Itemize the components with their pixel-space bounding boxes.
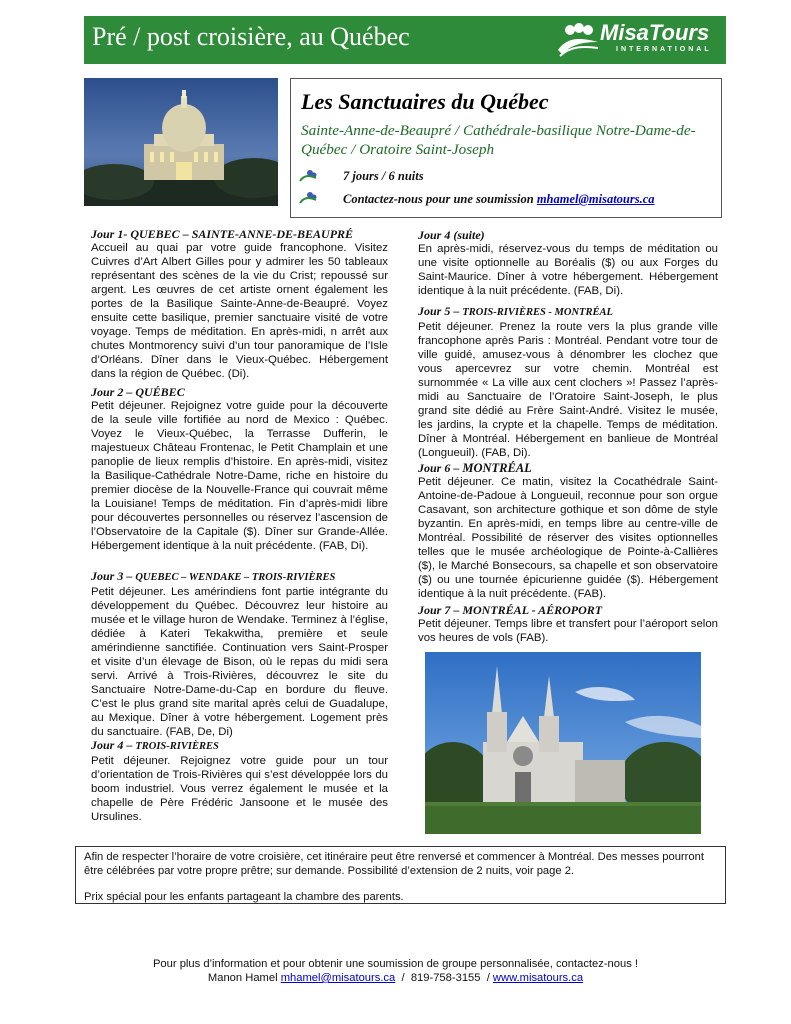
day-6-block: [418, 461, 718, 601]
contact-text: Contactez-nous pour une soumission: [343, 192, 534, 206]
day-4-block: [91, 738, 388, 824]
day-5-block: [418, 304, 718, 460]
day-5-text: Petit déjeuner. Prenez la route vers la plus grande ville francophone après Paris : Montréal. Pendant votre tour de ville guidé, amusez-vous à dénombrer les clochez que vous apercevrez sur votre chemin. Montréal est surnommée « La ville aux cent clochers »! Passez l’après-midi au Sanctuaire de l’Oratoire Saint-Joseph, le plus grand site dédié au Frère Saint-André. Visitez le musée, les jardins, la crypte et la chapelle. Temps de méditation. Dîner à Montréal. Hébergement en banlieue de Montréal (Longueuil). (FAB, Di).: [418, 321, 718, 459]
day-3-block: [91, 569, 388, 739]
title-box: [290, 78, 722, 218]
day-4-cont-text: En après-midi, réservez-vous du temps de méditation ou une visite optionnelle au Boréalis ($) ou aux Forges du Saint-Maurice. Dîner à votre hébergement. Hébergement identique à la nuit précédente. (FAB, Di).: [418, 243, 718, 297]
header-banner: [84, 16, 726, 64]
day-7-block: [418, 603, 718, 645]
footer: [0, 957, 791, 985]
contact-email-link[interactable]: mhamel@misatours.ca: [536, 192, 655, 206]
bullet-flower-icon: [299, 169, 317, 183]
day-3-text: Petit déjeuner. Les amérindiens font partie intégrante du développement du Québec. Découvrez leur histoire au musée et le village huron de Wendake. Terminez à l’église, dédiée à Kateri Tekakwitha, première et seule amérindienne sanctifiée. Continuation vers Saint-Prosper et visite d’un élevage de Bison, où le repas du midi sera servi. Arrivé à Trois-Rivières, découvrez le site du Sanctuaire Notre-Dame-du-Cap en bordure du fleuve. C’est le plus grand site marital après celui de Guadalupe, au Mexique. Dîner à votre hébergement. Logement près du sanctuaire. (FAB, De, Di): [91, 586, 388, 738]
footer-email-link[interactable]: mhamel@misatours.ca: [280, 972, 396, 984]
day-6-text: Petit déjeuner. Ce matin, visitez la Cocathédrale Saint-Antoine-de-Padoue à Longueuil, reconnue pour son orgue Casavant, son architecture gothique et son dôme de style byzantin. En après-midi, en temps libre au centre-ville de Montréal. Possibilité de réserver des visites optionnelles telles que le musée archéologique de Pointe-à-Callières ($), le Marché Bonsecours, sa chapelle et son observatoire ($) ou une tournée épicurienne guidée ($). Hébergement identique à la nuit précédente. (FAB).: [418, 476, 718, 600]
day-2-place: QUÉBEC: [135, 385, 185, 399]
day-7-text: Petit déjeuner. Temps libre et transfert pour l’aéroport selon vos heures de vols (FAB).: [418, 618, 718, 644]
day-6-title: [418, 461, 718, 475]
notes-line-2: Prix spécial pour les enfants partageant la chambre des parents.: [84, 891, 404, 903]
day-2-block: [91, 385, 388, 553]
day-1-text: Accueil au quai par votre guide francophone. Visitez Cuivres d’Art Albert Gilles pour y admirer les 50 tableaux représentant des scènes de la vie du Crist; repoussé sur argent. Les œuvres de cet artiste ornent également les portes de la Basilique Sainte-Anne-de-Beaupré. Voyez ensuite cette basilique, premier sanctuaire visité de votre voyage. Temps de méditation. En après-midi, n arrêt aux chutes Montmorency suivi d’un tour panoramique de l’Isle d’Orléans. Dîner dans le Vieux-Québec. Hébergement dans la région de Québec. (Di).: [91, 242, 388, 380]
footer-separator: /: [486, 972, 490, 984]
day-2-label: Jour 2 –: [91, 385, 136, 399]
misatours-logo: [556, 20, 716, 60]
tour-subtitle: Sainte-Anne-de-Beaupré / Cathédrale-basilique Notre-Dame-de-Québec / Oratoire Saint-Joseph: [301, 122, 696, 158]
page-title: Pré / post croisière, au Québec: [92, 22, 410, 51]
day-1-block: [91, 227, 388, 381]
day-4-label: Jour 4 –: [91, 738, 136, 752]
day-4-title: [91, 738, 388, 754]
logo-wordmark: MisaTours: [600, 20, 710, 45]
day-2-title: [91, 385, 388, 399]
day-5-label: Jour 5 –: [418, 304, 463, 318]
day-3-title: [91, 569, 388, 585]
contact-line: [343, 192, 655, 207]
notes-box: [75, 846, 726, 904]
day-5-place: TROIS-RIVIÈRES - MONTRÉAL: [462, 307, 613, 318]
footer-separator: /: [401, 972, 405, 984]
day-5-title: [418, 304, 718, 320]
day-6-label: Jour 6 –: [418, 461, 463, 475]
day-6-place: MONTRÉAL: [462, 461, 532, 475]
logo-subtitle: INTERNATIONAL: [616, 46, 712, 53]
footer-website-link[interactable]: www.misatours.ca: [492, 972, 584, 984]
day-7-title: Jour 7 – MONTRÉAL - AÉROPORT: [418, 603, 603, 617]
duration-text: 7 jours / 6 nuits: [343, 169, 424, 183]
day-3-place: QUEBEC – WENDAKE – TROIS-RIVIÈRES: [135, 572, 336, 583]
day-3-label: Jour 3 –: [91, 569, 136, 583]
day-4-cont-block: [418, 228, 718, 298]
day-4-text: Petit déjeuner. Rejoignez votre guide pour un tour d’orientation de Trois-Rivières qui s’est développée lors du boom industriel. Vous verrez également le musée et la chapelle de Père Frédéric Jansoone et le musée des Ursulines.: [91, 755, 388, 823]
day-2-text: Petit déjeuner. Rejoignez votre guide pour la découverte de la seule ville fortifiée au nord de Mexico : Québec. Voyez le Vieux-Québec, la Terrasse Dufferin, le majestueux Château Frontenac, le Petit Champlain et une panoplie de lieux remplis d’histoire. En après-midi, visitez la Basilique-Cathédrale Notre-Dame, riche en histoire du premier diocèse de la Nouvelle-France qui couvrait même la Louisiane! Temps de méditation. Fin d’après-midi libre pour découvertes personnelles ou réservez l’ascension de l’Observatoire de la Capitale ($). Dîner sur Grande-Allée. Hébergement identique à la nuit précédente. (FAB, Di).: [91, 400, 388, 552]
bullet-flower-icon: [299, 191, 317, 205]
basilica-dome-photo: [84, 78, 278, 206]
day-1-title: Jour 1- QUEBEC – SAINTE-ANNE-DE-BEAUPRÉ: [91, 227, 354, 241]
logo-swoosh-icon: [556, 20, 600, 60]
notes-line-1: Afin de respecter l’horaire de votre croisière, cet itinéraire peut être renversé et commencer à Montréal. Des messes pourront être célébrées par votre propre prêtre; sur demande. Possibilité d’extension de 2 nuits, voir page 2.: [84, 851, 704, 877]
footer-contact-name: Manon Hamel: [207, 972, 278, 984]
day-4-cont-title: Jour 4 (suite): [418, 228, 485, 242]
footer-phone: 819-758-3155: [410, 972, 481, 984]
basilica-spires-photo: [425, 652, 701, 834]
footer-line-2: [0, 971, 791, 985]
footer-line-1: Pour plus d’information et pour obtenir une soumission de groupe personnalisée, contactez-nous !: [152, 958, 639, 970]
day-4-place: TROIS-RIVIÈRES: [135, 741, 219, 752]
tour-title: Les Sanctuaires du Québec: [301, 89, 549, 114]
